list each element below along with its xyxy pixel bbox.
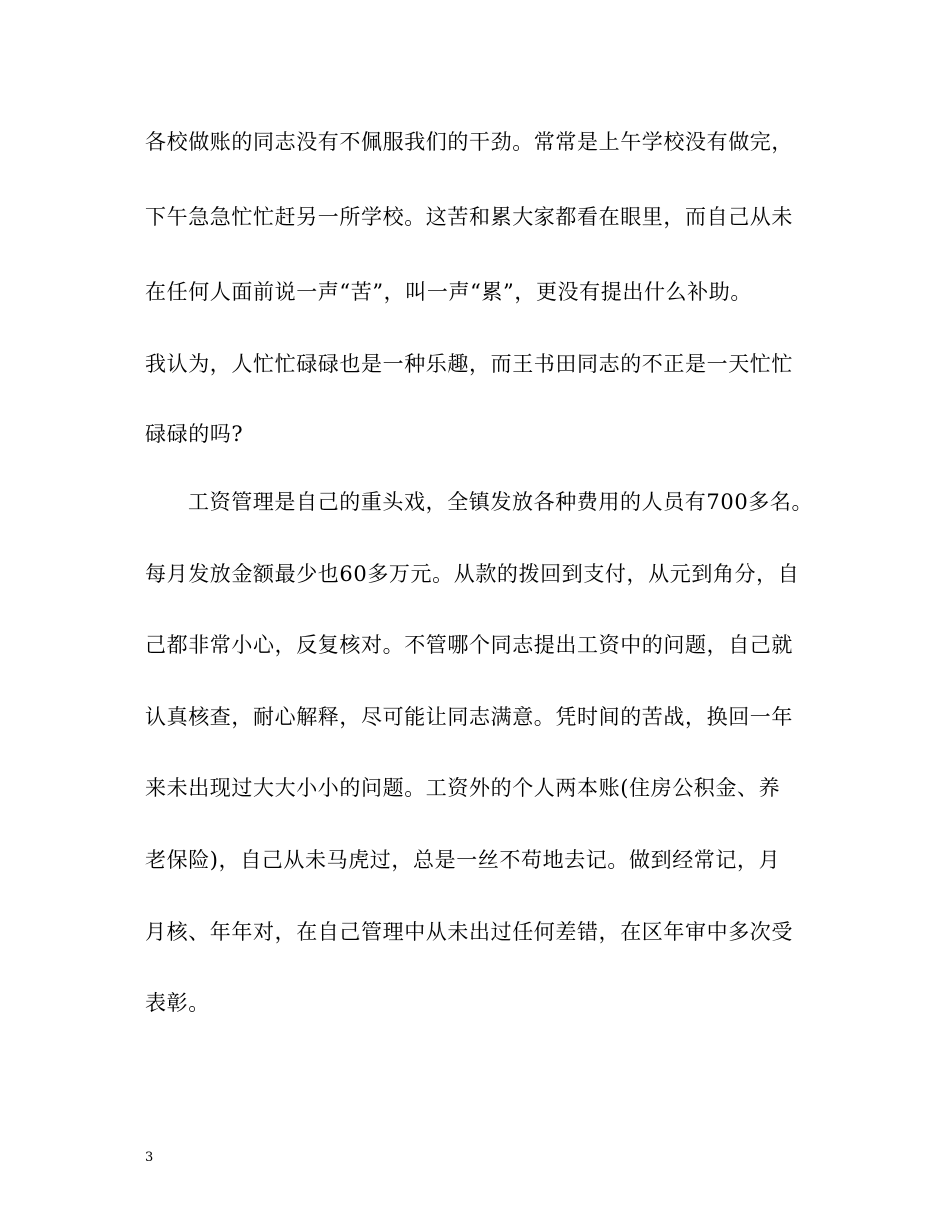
paragraph-2-line-1: 工资管理是自己的重头戏，全镇发放各种费用的人员有700多名。 xyxy=(188,490,814,514)
paragraph-1-line-4: 我认为，人忙忙碌碌也是一种乐趣，而王书田同志的不正是一天忙忙 xyxy=(145,352,793,376)
paragraph-1-line-5: 碌碌的吗? xyxy=(145,422,244,446)
paragraph-1-line-3: 在任何人面前说一声“苦”，叫一声“累”，更没有提出什么补助。 xyxy=(145,280,752,304)
paragraph-2-line-7: 月核、年年对，在自己管理中从未出过任何差错，在区年审中多次受 xyxy=(145,920,793,944)
paragraph-2-line-3: 己都非常小心，反复核对。不管哪个同志提出工资中的问题，自己就 xyxy=(145,633,793,657)
paragraph-2-line-8: 表彰。 xyxy=(145,991,210,1015)
paragraph-2-line-4: 认真核查，耐心解释，尽可能让同志满意。凭时间的苦战，换回一年 xyxy=(145,705,793,729)
paragraph-2-line-2: 每月发放金额最少也60多万元。从款的拨回到支付，从元到角分，自 xyxy=(145,562,800,586)
paragraph-2-line-6: 老保险)，自己从未马虎过，总是一丝不苟地去记。做到经常记，月 xyxy=(145,848,781,872)
paragraph-2-line-5: 来未出现过大大小小的问题。工资外的个人两本账(住房公积金、养 xyxy=(145,776,781,800)
page-number: 3 xyxy=(145,1150,154,1165)
paragraph-1-line-2: 下午急急忙忙赶另一所学校。这苦和累大家都看在眼里，而自己从未 xyxy=(145,205,793,229)
paragraph-1-line-1: 各校做账的同志没有不佩服我们的干劲。常常是上午学校没有做完， xyxy=(145,130,793,154)
